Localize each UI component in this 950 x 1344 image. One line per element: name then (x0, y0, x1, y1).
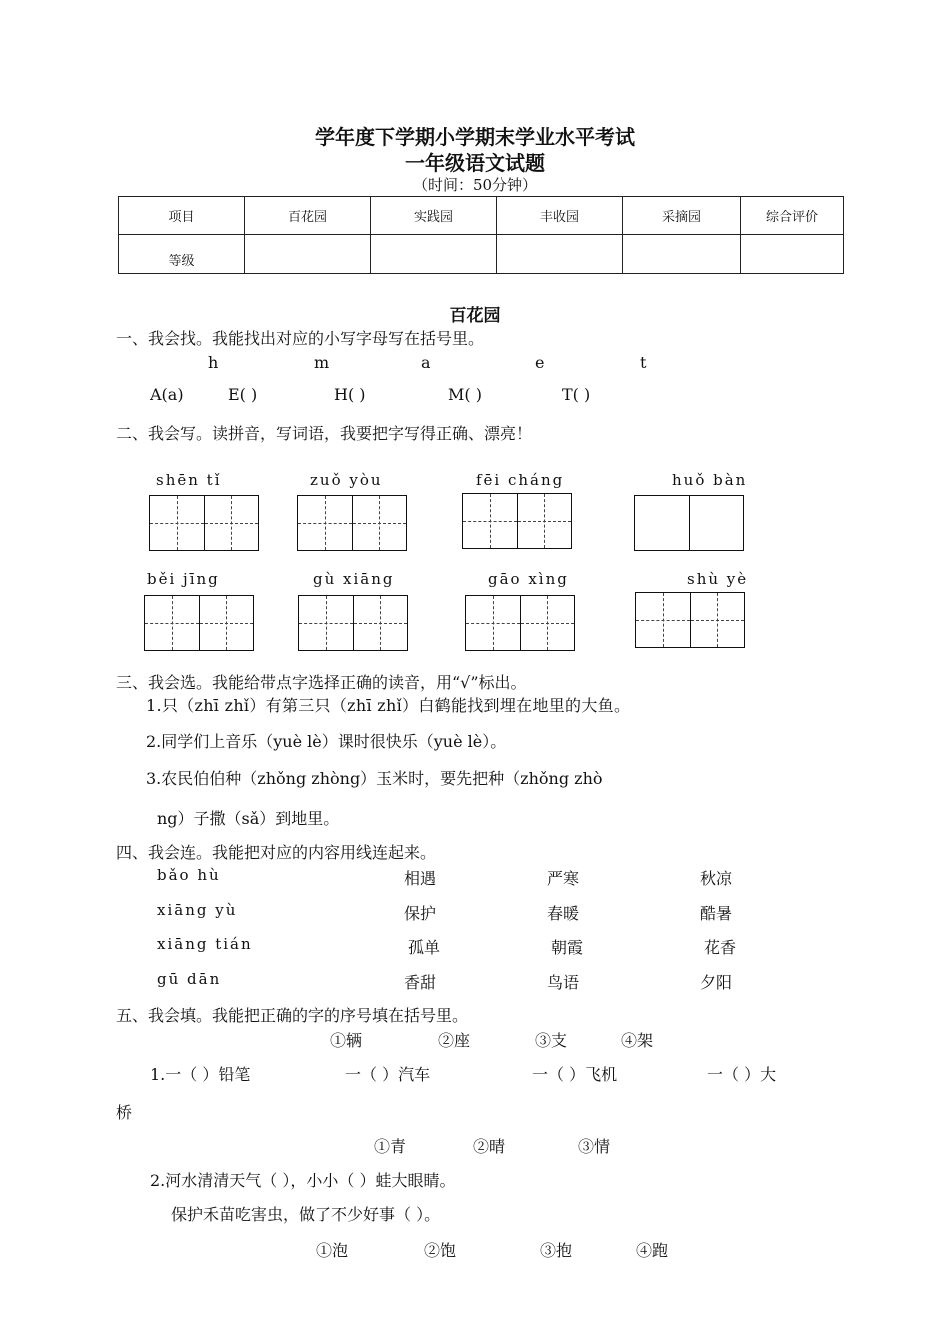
exam-title: 学年度下学期小学期末学业水平考试 (315, 125, 635, 149)
q1-answer: A(a) (150, 385, 184, 404)
q5-option: ③支 (535, 1031, 568, 1050)
q2-pinyin: běi jīng (147, 570, 220, 588)
q5-blank-item[interactable]: 一（ ）大 (707, 1065, 777, 1084)
q3-title: 三、我会选。我能给带点字选择正确的读音，用“√”标出。 (116, 673, 527, 692)
score-cell[interactable] (497, 235, 623, 274)
q4-word[interactable]: 花香 (704, 938, 737, 957)
q4-word[interactable]: 鸟语 (547, 973, 580, 992)
score-header: 采摘园 (623, 197, 741, 235)
exam-time: （时间：50分钟） (412, 176, 538, 194)
q4-word[interactable]: 夕阳 (700, 973, 733, 992)
q1-answer[interactable]: H( ) (334, 385, 366, 404)
q2-pinyin: gù xiāng (313, 570, 395, 588)
q4-pinyin: xiāng tián (157, 935, 253, 953)
writing-grid[interactable] (144, 595, 254, 651)
q4-word[interactable]: 保护 (404, 904, 437, 923)
q5-option: ④跑 (636, 1241, 669, 1260)
q2-pinyin: fēi cháng (476, 471, 565, 489)
score-row-label: 等级 (119, 235, 245, 274)
writing-grid[interactable] (149, 495, 259, 551)
q4-word[interactable]: 孤单 (408, 938, 441, 957)
score-header: 丰收园 (497, 197, 623, 235)
q4-word[interactable]: 严寒 (547, 869, 580, 888)
score-header: 项目 (119, 197, 245, 235)
q5-option: ②座 (438, 1031, 471, 1050)
q2-pinyin: huǒ bàn (672, 471, 748, 489)
writing-grid[interactable] (634, 495, 744, 551)
q1-letter: a (421, 353, 431, 372)
q2-title: 二、我会写。读拼音，写词语，我要把字写得正确、漂亮！ (116, 424, 533, 443)
q1-letter: t (640, 353, 647, 372)
q1-answer[interactable]: E( ) (228, 385, 258, 404)
score-table (118, 196, 844, 274)
q5-blank-item[interactable]: 2.河水清清天气（ ），小小（ ）蛙大眼睛。 (150, 1171, 456, 1190)
q5-blank-item[interactable]: 1.一（ ）铅笔 (150, 1065, 251, 1084)
score-cell[interactable] (741, 235, 844, 274)
q3-item: 1.只（zhī zhǐ）有第三只（zhī zhǐ）白鹤能找到埋在地里的大鱼。 (146, 696, 631, 715)
section-title: 百花园 (449, 306, 501, 326)
q4-word[interactable]: 秋凉 (700, 869, 733, 888)
q5-blank-item[interactable]: 一（ ）飞机 (532, 1065, 618, 1084)
q5-option: ①青 (374, 1137, 407, 1156)
score-cell[interactable] (623, 235, 741, 274)
q5-option: ①辆 (330, 1031, 363, 1050)
q1-letter: m (314, 353, 330, 372)
writing-grid[interactable] (298, 595, 408, 651)
q5-wrap-text: 桥 (116, 1103, 133, 1122)
q2-pinyin: gāo xìng (488, 570, 569, 588)
writing-grid[interactable] (462, 493, 572, 549)
q4-title: 四、我会连。我能把对应的内容用线连起来。 (116, 843, 437, 862)
q4-word[interactable]: 酷暑 (700, 904, 733, 923)
q3-item: 2.同学们上音乐（yuè lè）课时很快乐（yuè lè）。 (146, 732, 507, 751)
q4-word[interactable]: 相遇 (404, 869, 437, 888)
q4-word[interactable]: 朝霞 (551, 938, 584, 957)
q1-answer[interactable]: M( ) (448, 385, 482, 404)
writing-grid[interactable] (465, 595, 575, 651)
score-cell[interactable] (371, 235, 497, 274)
q2-pinyin: shù yè (687, 570, 749, 588)
q4-pinyin: bǎo hù (157, 866, 221, 884)
q1-letter: e (535, 353, 545, 372)
q2-pinyin: shēn tǐ (156, 471, 222, 489)
q5-option: ②晴 (473, 1137, 506, 1156)
q5-option: ②饱 (424, 1241, 457, 1260)
q1-letter: h (208, 353, 219, 372)
q5-option: ③抱 (540, 1241, 573, 1260)
q5-option: ③情 (578, 1137, 611, 1156)
q2-pinyin: zuǒ yòu (310, 471, 383, 489)
score-header: 百花园 (245, 197, 371, 235)
q3-item: ng）子撒（sǎ）到地里。 (157, 809, 340, 828)
q5-option: ④架 (621, 1031, 654, 1050)
q5-option: ①泡 (316, 1241, 349, 1260)
q5-title: 五、我会填。我能把正确的字的序号填在括号里。 (116, 1006, 469, 1025)
score-cell[interactable] (245, 235, 371, 274)
q5-blank-item[interactable]: 保护禾苗吃害虫，做了不少好事（ ）。 (171, 1205, 441, 1224)
q4-pinyin: gū dān (157, 970, 222, 988)
q1-title: 一、我会找。我能找出对应的小写字母写在括号里。 (116, 329, 485, 348)
score-header: 综合评价 (741, 197, 844, 235)
exam-subtitle: 一年级语文试题 (405, 151, 545, 175)
q5-blank-item[interactable]: 一（ ）汽车 (345, 1065, 431, 1084)
q4-word[interactable]: 春暖 (547, 904, 580, 923)
q4-pinyin: xiāng yù (157, 901, 238, 919)
writing-grid[interactable] (297, 495, 407, 551)
q1-answer[interactable]: T( ) (562, 385, 591, 404)
q3-item: 3.农民伯伯种（zhǒng zhòng）玉米时，要先把种（zhǒng zhò (146, 769, 603, 788)
score-header: 实践园 (371, 197, 497, 235)
writing-grid[interactable] (635, 592, 745, 648)
q4-word[interactable]: 香甜 (404, 973, 437, 992)
